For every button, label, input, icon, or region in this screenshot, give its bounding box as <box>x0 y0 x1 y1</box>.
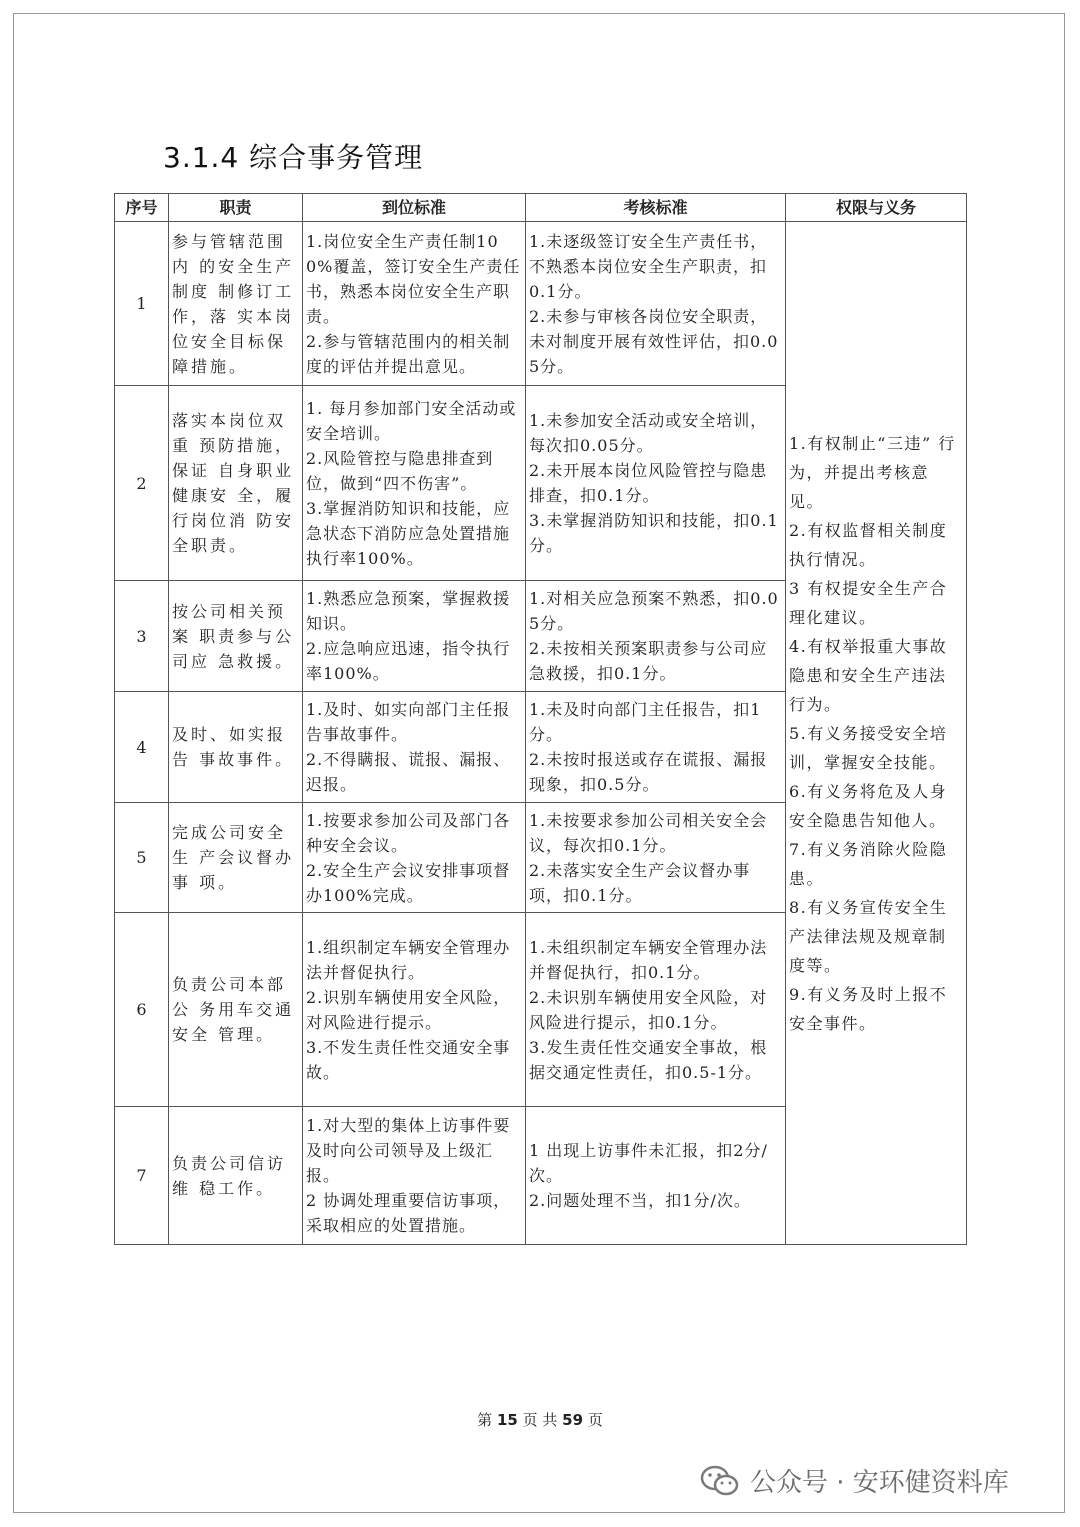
standard-item: 2.安全生产会议安排事项督办100%完成。 <box>306 860 511 905</box>
standard-item: 1.及时、如实向部门主任报告事故事件。 <box>306 700 511 744</box>
row-duty: 完成公司安全生 产会议督办事 项。 <box>169 803 303 913</box>
row-assessment <box>526 386 786 581</box>
assessment-item: 2.未按相关预案职责参与公司应急救援，扣0.1分。 <box>529 639 768 683</box>
row-standard <box>303 803 526 913</box>
header-rights: 权限与义务 <box>786 194 967 222</box>
rights-item: 5.有义务接受安全培 训，掌握安全技能。 6.有义务将危及人身 安全隐患告知他人。 7.有义务消除火险隐 患。 <box>789 723 948 888</box>
standard-item: 1. 每月参加部门安全活动或安全培训。 <box>306 398 517 443</box>
assessment-item: 2.未按时报送或存在谎报、漏报现象，扣0.5分。 <box>529 750 768 794</box>
footer-prefix: 第 <box>477 1411 493 1429</box>
row-assessment <box>526 581 786 692</box>
rights-item: 9.有义务及时上报不 安全事件。 <box>789 984 948 1033</box>
rights-item: 3 有权提安全生产合 理化建议。 <box>789 578 948 627</box>
assessment-item: 1.对相关应急预案不熟悉，扣0.05分。 <box>529 589 779 633</box>
row-assessment <box>526 222 786 386</box>
total-page-number: 59 <box>562 1411 584 1429</box>
assessment-item: 1.未组织制定车辆安全管理办法并督促执行，扣0.1分。 <box>529 937 768 982</box>
row-duty: 参与管辖范围内 的安全生产制度 制修订工作，落 实本岗位安全目标保障措施。 <box>169 222 303 386</box>
assessment-item: 2.未落实安全生产会议督办事项，扣0.1分。 <box>529 860 751 905</box>
standard-item: 1.按要求参加公司及部门各种安全会议。 <box>306 810 511 855</box>
assessment-item: 1.未及时向部门主任报告，扣1分。 <box>529 700 762 744</box>
row-index: 3 <box>115 581 169 692</box>
assessment-item: 3.发生责任性交通安全事故，根据交通定性责任，扣0.5-1分。 <box>529 1037 768 1082</box>
watermark <box>700 1462 1009 1499</box>
standard-item: 2.不得瞒报、谎报、漏报、迟报。 <box>306 750 511 794</box>
assessment-item: 1.未按要求参加公司相关安全会议，每次扣0.1分。 <box>529 810 768 855</box>
row-standard <box>303 1107 526 1245</box>
footer-middle: 页 共 <box>522 1411 558 1429</box>
rights-item: 1.有权制止“三违” 行为，并提出考核意 见。 <box>789 433 956 511</box>
assessment-item: 2.问题处理不当，扣1分/次。 <box>529 1191 751 1210</box>
standard-item: 1.组织制定车辆安全管理办法并督促执行。 <box>306 937 511 982</box>
row-index: 6 <box>115 913 169 1107</box>
rights-item: 4.有权举报重大事故 隐患和安全生产违法 行为。 <box>789 636 948 714</box>
row-duty: 及时、如实报告 事故事件。 <box>169 692 303 803</box>
row-assessment <box>526 913 786 1107</box>
table-header-row <box>115 194 967 222</box>
section-title: 3.1.4 综合事务管理 <box>163 141 424 174</box>
row-assessment <box>526 692 786 803</box>
row-duty: 按公司相关预案 职责参与公司应 急救援。 <box>169 581 303 692</box>
row-standard <box>303 386 526 581</box>
header-index: 序号 <box>115 194 169 222</box>
rights-duties-cell <box>786 222 967 1245</box>
watermark-text: 公众号 · 安环健资料库 <box>750 1468 1009 1498</box>
standard-item: 2 协调处理重要信访事项，采取相应的处置措施。 <box>306 1191 511 1235</box>
page-footer <box>0 1409 1080 1430</box>
assessment-item: 3.未掌握消防知识和技能，扣0.1分。 <box>529 511 779 555</box>
row-standard <box>303 222 526 386</box>
row-duty: 负责公司本部公 务用车交通安全 管理。 <box>169 913 303 1107</box>
row-standard <box>303 581 526 692</box>
row-assessment <box>526 1107 786 1245</box>
header-standard: 到位标准 <box>303 194 526 222</box>
rights-item: 2.有权监督相关制度执行情况。 <box>789 520 948 569</box>
row-standard <box>303 913 526 1107</box>
assessment-item: 2.未参与审核各岗位安全职责，未对制度开展有效性评估，扣0.05分。 <box>529 306 779 376</box>
standard-item: 2.识别车辆使用安全风险，对风险进行提示。 <box>306 987 511 1032</box>
header-duty: 职责 <box>169 194 303 222</box>
responsibility-table <box>114 193 967 1245</box>
assessment-item: 2.未识别车辆使用安全风险，对风险进行提示，扣0.1分。 <box>529 987 768 1032</box>
row-duty: 落实本岗位双重 预防措施，保证 自身职业健康安 全，履行岗位消 防安全职责。 <box>169 386 303 581</box>
row-index: 7 <box>115 1107 169 1245</box>
row-index: 5 <box>115 803 169 913</box>
assessment-item: 2.未开展本岗位风险管控与隐患排查，扣0.1分。 <box>529 461 768 505</box>
standard-item: 1.熟悉应急预案，掌握救援知识。 <box>306 589 511 633</box>
current-page-number: 15 <box>496 1411 518 1429</box>
row-assessment <box>526 803 786 913</box>
standard-item: 2.风险管控与隐患排查到位，做到“四不伤害”。 <box>306 448 494 493</box>
rights-item: 8.有义务宣传安全生 产法律法规及规章制 度等。 <box>789 897 948 975</box>
standard-item: 1.对大型的集体上访事件要及时向公司领导及上级汇报。 <box>306 1116 511 1185</box>
row-index: 1 <box>115 222 169 386</box>
table-row <box>115 222 967 386</box>
standard-item: 3.掌握消防知识和技能，应急状态下消防应急处置措施执行率100%。 <box>306 498 511 568</box>
header-assessment: 考核标准 <box>526 194 786 222</box>
row-index: 2 <box>115 386 169 581</box>
standard-item: 1.岗位安全生产责任制100%覆盖，签订安全生产责任书，熟悉本岗位安全生产职责。 <box>306 231 521 326</box>
row-index: 4 <box>115 692 169 803</box>
assessment-item: 1.未参加安全活动或安全培训，每次扣0.05分。 <box>529 411 768 455</box>
assessment-item: 1.未逐级签订安全生产责任书，不熟悉本岗位安全生产职责，扣0.1分。 <box>529 231 768 301</box>
standard-item: 2.应急响应迅速，指令执行率100%。 <box>306 639 511 683</box>
standard-item: 2.参与管辖范围内的相关制度的评估并提出意见。 <box>306 331 511 376</box>
row-duty: 负责公司信访维 稳工作。 <box>169 1107 303 1245</box>
row-standard <box>303 692 526 803</box>
standard-item: 3.不发生责任性交通安全事故。 <box>306 1037 511 1082</box>
footer-suffix: 页 <box>587 1411 603 1429</box>
assessment-item: 1 出现上访事件未汇报，扣2分/次。 <box>529 1141 768 1185</box>
wechat-icon <box>700 1464 740 1498</box>
